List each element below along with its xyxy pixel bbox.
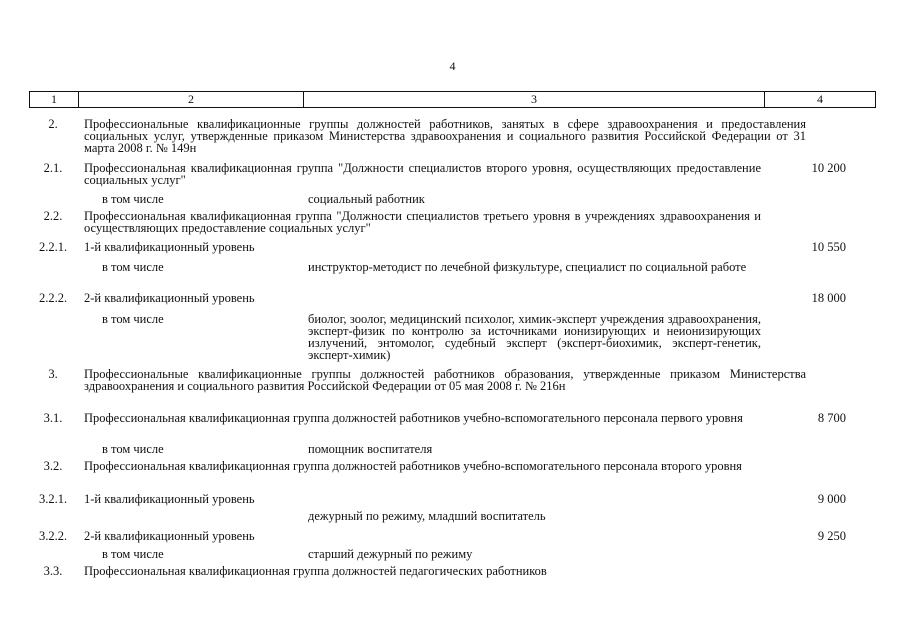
table-row xyxy=(29,548,876,565)
row-col3: инструктор-методист по лечебной физкультуре, специалист по социальной работе xyxy=(308,260,747,274)
row-value: 18 000 xyxy=(811,291,846,305)
row-number: 3.1. xyxy=(43,411,63,425)
row-col2: в том числе xyxy=(102,312,164,326)
row-col2: в том числе xyxy=(102,442,164,456)
row-col3: старший дежурный по режиму xyxy=(308,547,473,561)
table-row xyxy=(29,443,876,460)
row-number: 2.2.2. xyxy=(38,291,68,305)
row-text: Профессиональные квалификационные группы должностей работников, занятых в сфере здравоохранения и предоставления социальных услуг, утвержденные приказом Министерства здравоохранения и социального развития Российской Федерации от 31 марта 2008 г. № 149н xyxy=(84,117,806,155)
header-col-3: 3 xyxy=(304,92,765,107)
row-number: 2. xyxy=(48,117,58,131)
row-number: 2.1. xyxy=(43,161,63,175)
row-number: 2.2.1. xyxy=(38,240,68,254)
table-row xyxy=(29,118,876,159)
header-col-1: 1 xyxy=(30,92,79,107)
row-number: 3.3. xyxy=(43,564,63,578)
table-row xyxy=(29,313,876,368)
table-body xyxy=(29,118,876,581)
row-col2: в том числе xyxy=(102,260,164,274)
table-row xyxy=(29,193,876,210)
header-col-4: 4 xyxy=(817,92,823,106)
row-number: 3. xyxy=(48,367,58,381)
row-col3: дежурный по режиму, младший воспитатель xyxy=(308,509,546,523)
row-col2: 2-й квалификационный уровень xyxy=(84,291,255,305)
row-col2: в том числе xyxy=(102,192,164,206)
row-number: 3.2. xyxy=(43,459,63,473)
row-text: Профессиональная квалификационная группа должностей педагогических работников xyxy=(84,564,547,578)
row-col2: 1-й квалификационный уровень xyxy=(84,492,255,506)
row-col2: 1-й квалификационный уровень xyxy=(84,240,255,254)
row-value: 10 200 xyxy=(811,161,846,175)
row-number: 3.2.2. xyxy=(38,529,68,543)
table-row xyxy=(29,292,876,313)
row-value: 10 550 xyxy=(811,240,846,254)
table-row xyxy=(29,530,876,548)
table-row xyxy=(29,493,876,510)
row-value: 8 700 xyxy=(817,411,846,425)
row-text: Профессиональная квалификационная группа должностей работников учебно-вспомогательного персонала второго уровня xyxy=(84,459,742,473)
table-row xyxy=(29,565,876,581)
table-row xyxy=(29,412,876,443)
table-row xyxy=(29,460,876,493)
row-text: Профессиональная квалификационная группа должностей работников учебно-вспомогательного персонала первого уровня xyxy=(84,411,743,425)
row-text: Профессиональная квалификационная группа "Должности специалистов второго уровня, осуществляющих предоставление социальных услуг" xyxy=(84,161,761,187)
table-header xyxy=(29,91,876,108)
table-row xyxy=(29,261,876,292)
row-col2: в том числе xyxy=(102,547,164,561)
header-col-2: 2 xyxy=(79,92,304,107)
table-row xyxy=(29,241,876,261)
row-value: 9 250 xyxy=(817,529,846,543)
table-row xyxy=(29,368,876,412)
row-number: 3.2.1. xyxy=(38,492,68,506)
table-row xyxy=(29,510,876,530)
row-col3: социальный работник xyxy=(308,192,425,206)
row-col3: помощник воспитателя xyxy=(308,442,433,456)
row-text: Профессиональные квалификационные группы должностей работников образования, утвержденные приказом Министерства здравоохранения и социального развития Российской Федерации от 05 мая 2008 г. № 216н xyxy=(84,367,806,393)
row-value: 9 000 xyxy=(817,492,846,506)
row-col3: биолог, зоолог, медицинский психолог, химик-эксперт учреждения здравоохранения, эксперт-физик по контролю за источниками ионизирующих и неионизирующих излучений, энтомолог, судебный эксперт (эксперт-биохимик, эксперт-генетик, эксперт-химик) xyxy=(308,312,761,362)
row-col2: 2-й квалификационный уровень xyxy=(84,529,255,543)
table-row xyxy=(29,210,876,241)
row-number: 2.2. xyxy=(43,209,63,223)
row-text: Профессиональная квалификационная группа "Должности специалистов третьего уровня в учреждениях здравоохранения и осуществляющих предоставление социальных услуг" xyxy=(84,209,761,235)
table-row xyxy=(29,162,876,193)
page-number: 4 xyxy=(449,59,456,73)
